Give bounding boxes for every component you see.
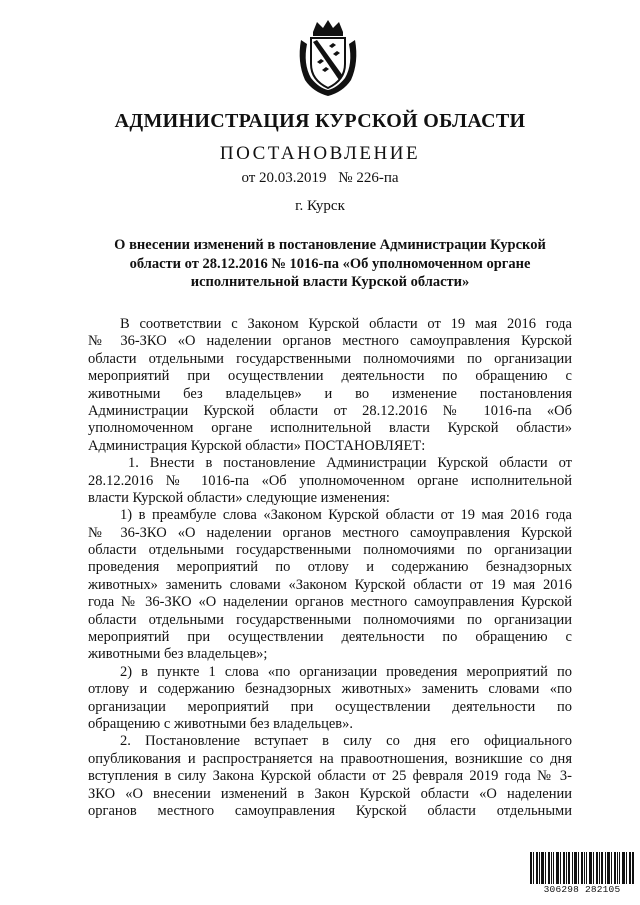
body-line: 1) в преамбуле слова «Законом Курской области от 19 мая 2016 года	[120, 507, 572, 524]
body-line: животными без владельцев» и во изменение постановления	[88, 385, 572, 402]
body-line: мероприятий при осуществлении деятельности по обращению с	[88, 629, 572, 646]
subject-line: области от 28.12.2016 № 1016-па «Об уполномоченном органе	[129, 255, 531, 272]
body-line: 2) в пункте 1 слова «по организации проведения мероприятий по	[120, 663, 572, 680]
body-line: власти Курской области» следующие изменения:	[88, 489, 390, 506]
body-line: области отдельными государственными полномочиями по организации	[88, 350, 572, 367]
subject-line: О внесении изменений в постановление Администрации Курской	[114, 237, 546, 253]
barcode-number: 306298 282105	[543, 884, 621, 895]
body-line: Администрации Курской области от 28.12.2016 № 1016-па «Об	[88, 402, 572, 419]
body-line: области отдельными государственными полномочиями по организации	[88, 542, 572, 559]
organization-title: АДМИНИСТРАЦИЯ КУРСКОЙ ОБЛАСТИ	[114, 110, 526, 132]
body-line: опубликования и распространяется на правоотношения, возникшие со дня	[88, 750, 572, 767]
document-date: от 20.03.2019	[241, 170, 327, 186]
date-number-line	[0, 170, 640, 187]
body-line: 2. Постановление вступает в силу со дня его официального	[120, 733, 572, 750]
body-line: организации мероприятий при осуществлении деятельности по	[88, 698, 572, 715]
body-line: отлову и содержанию безнадзорных животных» заменить словами «по	[88, 681, 572, 698]
body-line: животными без владельцев»;	[88, 646, 268, 663]
body-line: Администрация Курской области» ПОСТАНОВЛЯЕТ:	[88, 437, 426, 454]
body-line: 28.12.2016 № 1016-па «Об уполномоченном органе исполнительной	[88, 472, 572, 489]
barcode-icon	[530, 852, 634, 884]
body-line: органов местного самоуправления Курской области отдельными	[88, 802, 572, 819]
document-number: № 226-па	[338, 170, 399, 186]
body-line: № 36-ЗКО «О наделении органов местного самоуправления Курской	[88, 333, 572, 350]
body-line: области отдельными государственными полномочиями по организации	[88, 611, 572, 628]
document-subject	[110, 236, 550, 292]
body-line: ЗКО «О внесении изменений в Закон Курской области «О наделении	[88, 785, 572, 802]
body-line: вступления в силу Закона Курской области от 25 февраля 2019 года № 3-	[88, 768, 572, 785]
body-line: № 36-ЗКО «О наделении органов местного самоуправления Курской	[88, 524, 572, 541]
body-line: животных» заменить словами «Законом Курской области от 19 мая 2016	[88, 576, 572, 593]
body-line: В соответствии с Законом Курской области от 19 мая 2016 года	[120, 316, 572, 332]
subject-line: исполнительной власти Курской области»	[190, 274, 470, 290]
document-type: ПОСТАНОВЛЕНИЕ	[219, 143, 421, 164]
body-line: уполномоченном органе исполнительной власти Курской области»	[88, 420, 572, 437]
body-line: обращению с животными без владельцев».	[88, 715, 353, 732]
body-line: проведения мероприятий по отлову и содержанию безнадзорных	[88, 559, 572, 576]
body-line: 1. Внести в постановление Администрации Курской области от	[128, 455, 572, 472]
document-city: г. Курск	[295, 198, 345, 214]
barcode	[530, 852, 634, 896]
body-line: мероприятий при осуществлении деятельности по обращению с	[88, 368, 572, 385]
body-line: года № 36-ЗКО «О наделении органов местного самоуправления Курской	[88, 594, 572, 611]
coat-of-arms-icon	[295, 18, 361, 98]
document-body	[88, 316, 572, 820]
